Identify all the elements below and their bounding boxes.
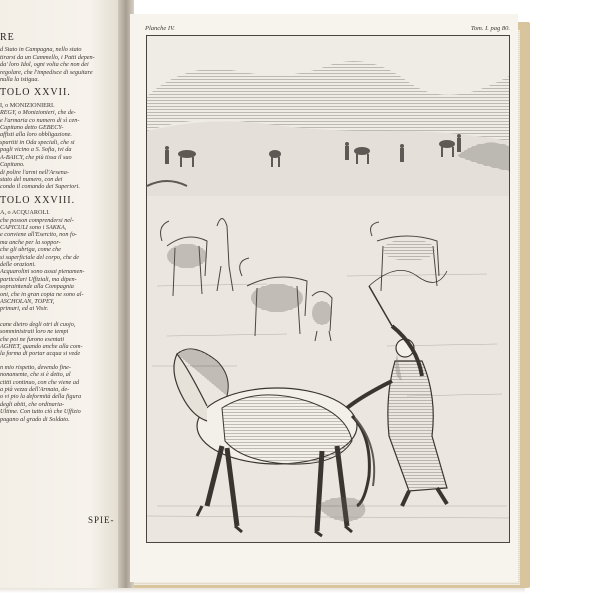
text-line: di polire l'armi nell'Arsena- xyxy=(0,168,69,176)
left-page xyxy=(0,0,128,588)
text-line: Acquarolini sono assai pienamen- xyxy=(0,268,85,276)
text-line: pagli vicino a S. Sofia, ivi da xyxy=(0,146,72,154)
text-line: CAPICULI sono i SAKKA, xyxy=(0,223,67,231)
text-line: particolari Uffiziali, ma dipen- xyxy=(0,275,77,283)
chapter-heading-28: TOLO XXVIII. xyxy=(0,194,76,206)
text-line: cane dietro degli otri di cuojo, xyxy=(0,320,76,328)
text-line: ma anche per la soppor- xyxy=(0,238,61,246)
text-line: si superficiale del corpo, che de xyxy=(0,253,80,261)
text-line: o vi pio la deformità della figura xyxy=(0,393,82,401)
text-line: spartiti in Oda speciali, che si xyxy=(0,138,75,146)
text-line: regolare, che l'impedisce di seguitare xyxy=(0,68,93,76)
text-line: e conviene all'Esercito, non fo- xyxy=(0,231,77,239)
middle-horse-left xyxy=(167,244,207,268)
plate-page-reference: Tom. I. pag 80. xyxy=(470,25,510,32)
text-line: Capitano. xyxy=(0,161,25,169)
text-line: sopraintende alla Compagnia xyxy=(0,283,74,291)
text-line: degli abiti, che ordinaria- xyxy=(0,400,65,408)
text-line: ASCHOLAN, TOPEY, xyxy=(0,298,55,305)
text-line: Capitano detto GEBECY- xyxy=(0,124,64,132)
text-line: da' loro Idol, ogni volta che non dei xyxy=(0,61,89,69)
catchword: SPIE- xyxy=(88,515,115,525)
left-heading-top: RE xyxy=(0,32,15,43)
plate-number: Planche IV. xyxy=(145,25,175,32)
text-line: che gli ubriga, come che xyxy=(0,246,61,254)
text-line: e l'armaria co numero di sì cen- xyxy=(0,116,80,124)
text-line: somministrati loro ne tempi xyxy=(0,328,69,336)
text-line: primari, ed ai Visir. xyxy=(0,305,49,313)
text-line: a pià vezza dell'Armata, de- xyxy=(0,386,70,394)
text-line: che poi ne furono esentati xyxy=(0,335,65,343)
text-line: pagano al grado di Soldato. xyxy=(0,415,70,423)
text-line: ctitti continuo, con che viene ad xyxy=(0,378,80,386)
chapter-heading-27: TOLO XXVII. xyxy=(0,87,71,99)
text-line: affisti alla loro obbligazione. xyxy=(0,131,72,139)
text-line: che posson comprendersi nel- xyxy=(0,216,74,224)
text-line: la forma di portar acqua si vede xyxy=(0,350,81,358)
text-line: nulla la istigua. xyxy=(0,76,40,84)
text-line: stato del numero, con dei xyxy=(0,175,63,183)
left-text-column xyxy=(0,28,118,423)
text-line: AGHET, quando anche alla com- xyxy=(0,343,83,351)
text-line: A-BAICY, che più tissa il suo xyxy=(0,153,72,161)
text-line: I, o MONIZIONIERI. xyxy=(0,101,55,109)
text-line: tirarsi da un Cammello, i Patti depen- xyxy=(0,53,95,61)
text-line: delle orazioni. xyxy=(0,260,36,268)
text-line: nonamente, che si è detto, al xyxy=(0,371,71,379)
text-line: REGY, o Monizionieri, che de- xyxy=(0,109,76,117)
text-line: n mio rispetto, devendo fine- xyxy=(0,363,71,371)
engraving-plate xyxy=(146,35,510,543)
text-line: d Stato in Campagna, nello stato xyxy=(0,46,82,54)
text-line: Ultime. Con tutto ciò che Uffizio xyxy=(0,408,81,416)
engraving-illustration xyxy=(147,36,509,542)
text-line: condo il comando dei Superiori. xyxy=(0,183,80,191)
middle-horse-right-body xyxy=(383,239,435,261)
text-line: A, o ACQUAROLI. xyxy=(0,209,50,217)
text-line: oni, che in gran copia ne sono al- xyxy=(0,290,84,298)
